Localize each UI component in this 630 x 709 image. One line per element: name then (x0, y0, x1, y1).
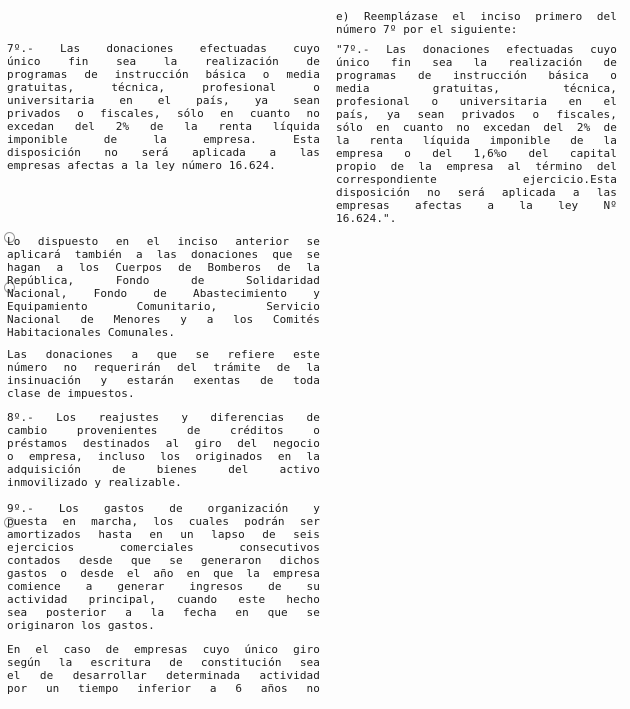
text-line: excedan del 2% de la renta líquida (7, 120, 320, 133)
text-line: originaron los gastos. (7, 619, 155, 632)
text-line: 7º.- Las donaciones efectuadas cuyo (7, 42, 320, 55)
text-line: privados o fiscales, sólo en cuanto no (7, 107, 320, 120)
text-line: actividad principal, cuando este hecho (7, 593, 320, 606)
text-line: amortizados hasta en un lapso de seis (7, 528, 320, 541)
text-line: o empresa, incluso los originados en la (7, 450, 320, 463)
text-line: disposición no será aplicada a las (7, 146, 320, 159)
text-line: profesional o universitaria en el (336, 95, 617, 108)
text-line: Las donaciones a que se refiere este (7, 348, 320, 361)
text-line: 16.624.". (336, 212, 397, 225)
text-line: empresa o del 1,6%o del capital (336, 147, 617, 160)
text-line: Nacional de Menores y a los Comités (7, 313, 320, 326)
text-line: media gratuitas, técnica, (336, 82, 617, 95)
text-line: correspondiente ejercicio.Esta (336, 173, 617, 186)
text-line: programas de instrucción básica o media (7, 68, 320, 81)
text-line: inmovilizado y realizable. (7, 476, 182, 489)
text-line: adquisición de bienes del activo (7, 463, 320, 476)
text-line: cambio provenientes de créditos o (7, 424, 320, 437)
text-line: la renta líquida imponible de la (336, 134, 617, 147)
text-line: empresas afectas a la ley Nº (336, 199, 617, 212)
text-line: empresas afectas a la ley número 16.624. (7, 159, 276, 172)
text-line: único fin sea la realización de (7, 55, 320, 68)
text-line: puesta en marcha, los cuales podrán ser (7, 515, 320, 528)
text-line: aplicará también a las donaciones que se (7, 248, 320, 261)
text-line: contados desde que se generaron dichos (7, 554, 320, 567)
paragraph-7 (7, 42, 320, 172)
text-line: En el caso de empresas cuyo único giro (7, 643, 320, 656)
paragraph-las-donaciones (7, 348, 320, 400)
text-line: gratuitas, técnica, profesional o (7, 81, 320, 94)
paragraph-8 (7, 411, 320, 489)
text-line: ejercicios comerciales consecutivos (7, 541, 320, 554)
text-line: 9º.- Los gastos de organización y (7, 502, 320, 515)
text-line: e) Reemplázase el inciso primero del (336, 10, 617, 23)
text-line: "7º.- Las donaciones efectuadas cuyo (336, 43, 617, 56)
text-line: según la escritura de constitución sea (7, 656, 320, 669)
text-line: clase de impuestos. (7, 387, 135, 400)
text-line: imponible de la empresa. Esta (7, 133, 320, 146)
text-line: propio de la empresa al término del (336, 160, 617, 173)
text-line: número 7º por el siguiente: (336, 23, 518, 36)
text-line: República, Fondo de Solidaridad (7, 274, 320, 287)
paragraph-en-el-caso (7, 643, 320, 695)
text-line: Habitacionales Comunales. (7, 326, 176, 339)
text-line: país, ya sean privados o fiscales, (336, 108, 617, 121)
text-line: 8º.- Los reajustes y diferencias de (7, 411, 320, 424)
text-line: único fin sea la realización de (336, 56, 617, 69)
text-line: hagan a los Cuerpos de Bomberos de la (7, 261, 320, 274)
text-line: sólo en cuanto no excedan del 2% de (336, 121, 617, 134)
text-line: el de desarrollar determinada actividad (7, 669, 320, 682)
paragraph-9 (7, 502, 320, 632)
text-line: número no requerirán del trámite de la (7, 361, 320, 374)
text-line: universitaria en el país, ya sean (7, 94, 320, 107)
text-line: programas de instrucción básica o (336, 69, 617, 82)
text-line: Lo dispuesto en el inciso anterior se (7, 235, 320, 248)
paragraph-e (336, 10, 617, 36)
text-line: por un tiempo inferior a 6 años no (7, 682, 320, 695)
text-line: sea posterior a la fecha en que se (7, 606, 320, 619)
text-line: Nacional, Fondo de Abastecimiento y (7, 287, 320, 300)
text-line: préstamos destinados al giro del negocio (7, 437, 320, 450)
paragraph-quote-7 (336, 43, 617, 225)
paragraph-lo-dispuesto (7, 235, 320, 339)
text-line: gastos o desde el año en que la empresa (7, 567, 320, 580)
text-line: insinuación y estarán exentas de toda (7, 374, 320, 387)
text-line: comience a generar ingresos de su (7, 580, 320, 593)
text-line: Equipamiento Comunitario, Servicio (7, 300, 320, 313)
text-line: disposición no será aplicada a las (336, 186, 617, 199)
